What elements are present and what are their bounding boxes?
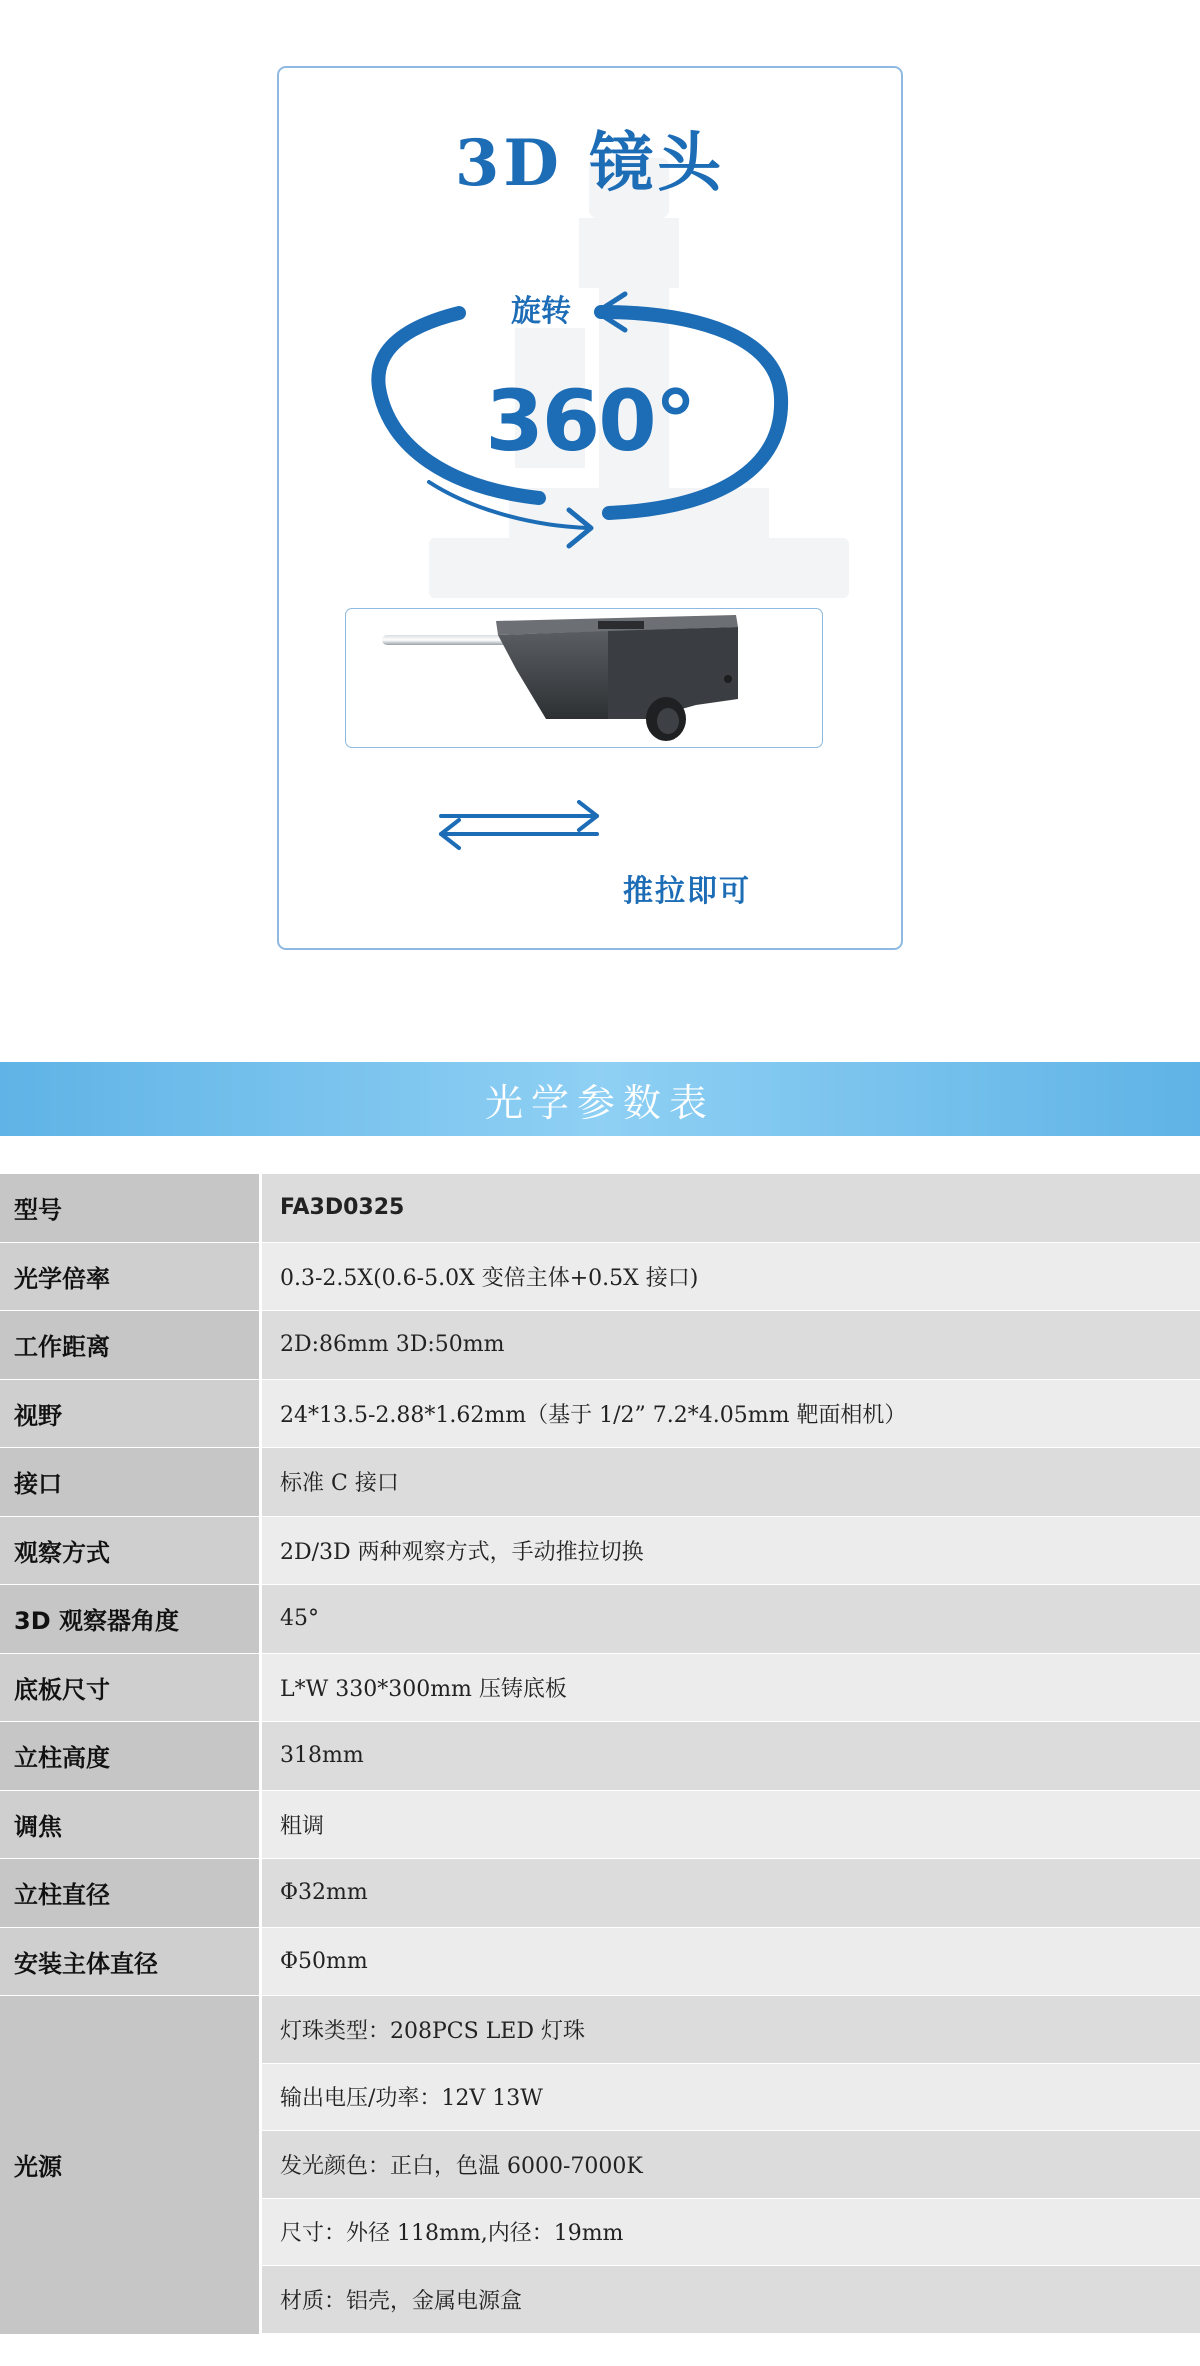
spec-label: 视野 — [0, 1380, 262, 1448]
spec-value: 尺寸：外径 118mm,内径：19mm — [262, 2199, 1200, 2267]
spec-value: 输出电压/功率：12V 13W — [262, 2064, 1200, 2132]
spec-row — [0, 1311, 1200, 1380]
spec-label: 接口 — [0, 1448, 262, 1516]
spec-value: 0.3-2.5X(0.6-5.0X 变倍主体+0.5X 接口) — [262, 1243, 1200, 1311]
spec-value: 318mm — [262, 1722, 1200, 1790]
spec-label: 底板尺寸 — [0, 1654, 262, 1722]
promo-card — [277, 66, 903, 950]
spec-value: Φ50mm — [262, 1928, 1200, 1996]
spec-table — [0, 1174, 1200, 2334]
spec-label: 安装主体直径 — [0, 1928, 262, 1996]
spec-value: 2D/3D 两种观察方式，手动推拉切换 — [262, 1517, 1200, 1585]
light-source-group — [0, 1996, 1200, 2334]
spec-value: 2D:86mm 3D:50mm — [262, 1311, 1200, 1379]
spec-label: 立柱高度 — [0, 1722, 262, 1790]
spec-row — [0, 1928, 1200, 1997]
spec-row — [0, 1859, 1200, 1928]
spec-value: 标准 C 接口 — [262, 1448, 1200, 1516]
spec-value: 24*13.5-2.88*1.62mm（基于 1/2” 7.2*4.05mm 靶面相机） — [262, 1380, 1200, 1448]
spec-label: 光源 — [0, 1996, 262, 2334]
section-banner — [0, 1062, 1200, 1136]
spec-row — [0, 1791, 1200, 1860]
spec-label: 观察方式 — [0, 1517, 262, 1585]
rotation-arrows-icon — [279, 68, 903, 950]
spec-label: 工作距离 — [0, 1311, 262, 1379]
spec-row — [0, 1380, 1200, 1449]
spec-value: 粗调 — [262, 1791, 1200, 1859]
spec-row — [0, 1722, 1200, 1791]
spec-label: 光学倍率 — [0, 1243, 262, 1311]
spec-row — [0, 1174, 1200, 1243]
spec-value: 灯珠类型：208PCS LED 灯珠 — [262, 1996, 1200, 2064]
spec-value: 材质：铝壳，金属电源盒 — [262, 2266, 1200, 2334]
spec-value: 45° — [262, 1585, 1200, 1653]
spec-label: 调焦 — [0, 1791, 262, 1859]
spec-value: L*W 330*300mm 压铸底板 — [262, 1654, 1200, 1722]
section-title: 光学参数表 — [484, 1080, 715, 1125]
spec-row — [0, 1585, 1200, 1654]
rotation-degree: 360° — [485, 372, 695, 470]
spec-row — [0, 1243, 1200, 1312]
rotate-label: 旋转 — [511, 294, 571, 329]
product-image-box — [345, 608, 823, 748]
card-title: 3D 镜头 — [454, 126, 726, 201]
spec-value: Φ32mm — [262, 1859, 1200, 1927]
spec-label: 立柱直径 — [0, 1859, 262, 1927]
spec-row — [0, 1517, 1200, 1586]
light-source-values — [262, 1996, 1200, 2334]
slider-module-icon — [346, 609, 823, 748]
spec-value: FA3D0325 — [262, 1174, 1200, 1242]
spec-label: 3D 观察器角度 — [0, 1585, 262, 1653]
spec-label: 型号 — [0, 1174, 262, 1242]
push-pull-label: 推拉即可 — [623, 874, 751, 909]
spec-value: 发光颜色：正白，色温 6000-7000K — [262, 2131, 1200, 2199]
spec-row — [0, 1448, 1200, 1517]
spec-row — [0, 1654, 1200, 1723]
